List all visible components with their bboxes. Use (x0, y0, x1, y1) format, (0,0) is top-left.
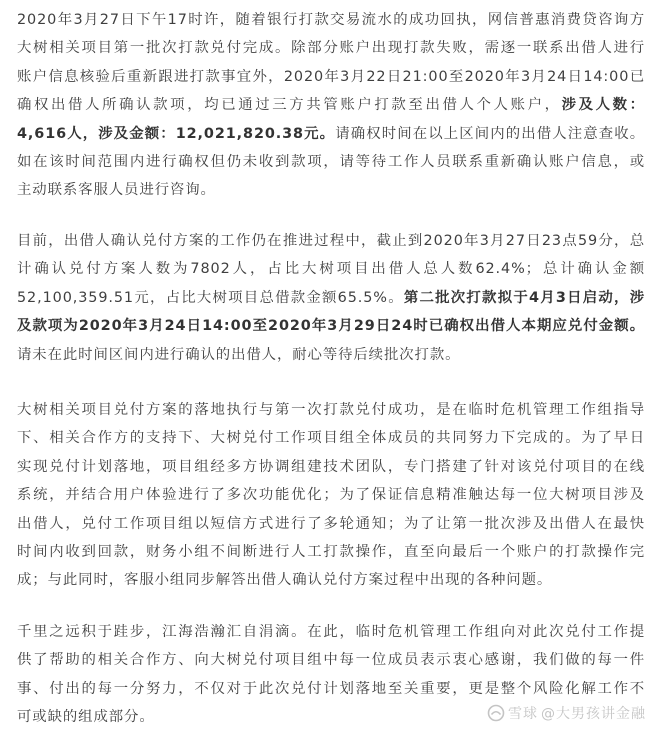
text-segment: 计确认兑付方案人数为7802人，占比大树项目出借人总人数62.4%；总计确认金额 (17, 261, 645, 278)
text-line (17, 566, 645, 594)
text-segment: 主动联系客服人员进行咨询。 (17, 182, 216, 199)
paragraph-first-payment (17, 6, 645, 205)
text-segment: 52,100,359.51元，占比大树项目总借款金额65.5%。 (17, 289, 404, 306)
text-line (17, 255, 645, 283)
watermark (487, 703, 646, 723)
text-line (17, 227, 645, 255)
watermark-platform: 雪球 (508, 706, 538, 722)
emphasized-text: 涉及人数： (561, 97, 645, 114)
text-segment: 大树相关项目兑付方案的落地执行与第一次打款兑付成功，是在临时危机管理工作组指导 (17, 402, 645, 418)
emphasized-text: 第二批次打款拟于4月3日启动，涉 (403, 289, 645, 306)
text-line (17, 424, 645, 452)
text-segment: 事、付出的每一分努力，不仅对于此次兑付计划落地至关重要，更是整个风险化解工作不 (17, 680, 645, 697)
paragraph-confirmation-progress (17, 227, 645, 369)
text-segment: 2020年3月27日下午17时许，随着银行打款交易流水的成功回执，网信普惠消费贷咨询方 (17, 12, 645, 28)
text-segment: 千里之远积于跬步，江海浩瀚汇自涓滴。在此，临时危机管理工作组向对此次兑付工作提 (17, 624, 645, 640)
text-line (17, 341, 645, 369)
text-line (17, 510, 645, 538)
text-line (17, 646, 645, 674)
text-segment: 时间内收到回款，财务小组不间断进行人工打款操作，直至向最后一个账户的打款操作完 (17, 543, 645, 560)
text-segment: 账户信息核验后重新跟进打款事宜外，2020年3月22日21:00至2020年3月24日14:00已 (17, 68, 645, 85)
text-segment: 目前，出借人确认兑付方案的工作仍在推进过程中，截止到2020年3月27日23点59分，总 (17, 233, 645, 249)
text-segment: 请未在此时间区间内进行确认的出借人，耐心等待后续批次打款。 (17, 346, 461, 363)
text-line (17, 618, 645, 646)
text-segment: 供了帮助的相关合作方、向大树兑付项目组中每一位成员表示衷心感谢，我们做的每一件 (17, 652, 645, 669)
watermark-author: @大男孩讲金融 (541, 706, 646, 722)
text-line (17, 63, 645, 91)
text-segment: 大树相关项目第一批次打款兑付完成。除部分账户出现打款失败，需逐一联系出借人进行 (17, 40, 645, 57)
text-segment: 系统，并结合用户体验进行了多次功能优化；为了保证信息精准触达每一位大树项目涉及 (17, 487, 645, 504)
text-line (17, 481, 645, 509)
text-line (17, 396, 645, 424)
text-line (17, 6, 645, 34)
text-line (17, 120, 645, 148)
emphasized-text: 4,616人，涉及金额：12,021,820.38元。 (17, 125, 336, 142)
text-line (17, 675, 645, 703)
text-segment: 请确权时间在以上区间内的出借人注意查收。 (335, 125, 645, 142)
paragraph-acknowledgement (17, 396, 645, 595)
text-line (17, 148, 645, 176)
text-segment: 成；与此同时，客服小组同步解答出借人确认兑付方案过程中出现的各种问题。 (17, 572, 553, 589)
text-segment: 实现兑付计划落地，项目组经多方协调组建技术团队，专门搭建了针对该兑付项目的在线 (17, 458, 645, 475)
emphasized-text: 及款项为2020年3月24日14:00至2020年3月29日24时已确权出借人本期应兑付金额。 (17, 318, 645, 335)
text-line (17, 284, 645, 312)
text-line (17, 34, 645, 62)
text-segment: 下、相关合作方的支持下、大树兑付工作项目组全体成员的共同努力下完成的。为了早日 (17, 430, 645, 447)
text-segment: 可或缺的组成部分。 (17, 709, 155, 726)
text-line (17, 538, 645, 566)
snowball-logo-icon (487, 704, 505, 722)
text-line (17, 312, 645, 340)
text-line (17, 453, 645, 481)
text-segment: 如在该时间范围内进行确权但仍未收到款项，请等待工作人员联系重新确认账户信息，或 (17, 153, 645, 170)
text-segment: 出借人，兑付工作项目组以短信方式进行了多轮通知；为了让第一批次涉及出借人在最快 (17, 515, 645, 532)
text-line (17, 176, 645, 204)
text-line (17, 91, 645, 119)
text-segment: 确权出借人所确认款项，均已通过三方共管账户打款至出借人个人账户， (17, 97, 562, 114)
